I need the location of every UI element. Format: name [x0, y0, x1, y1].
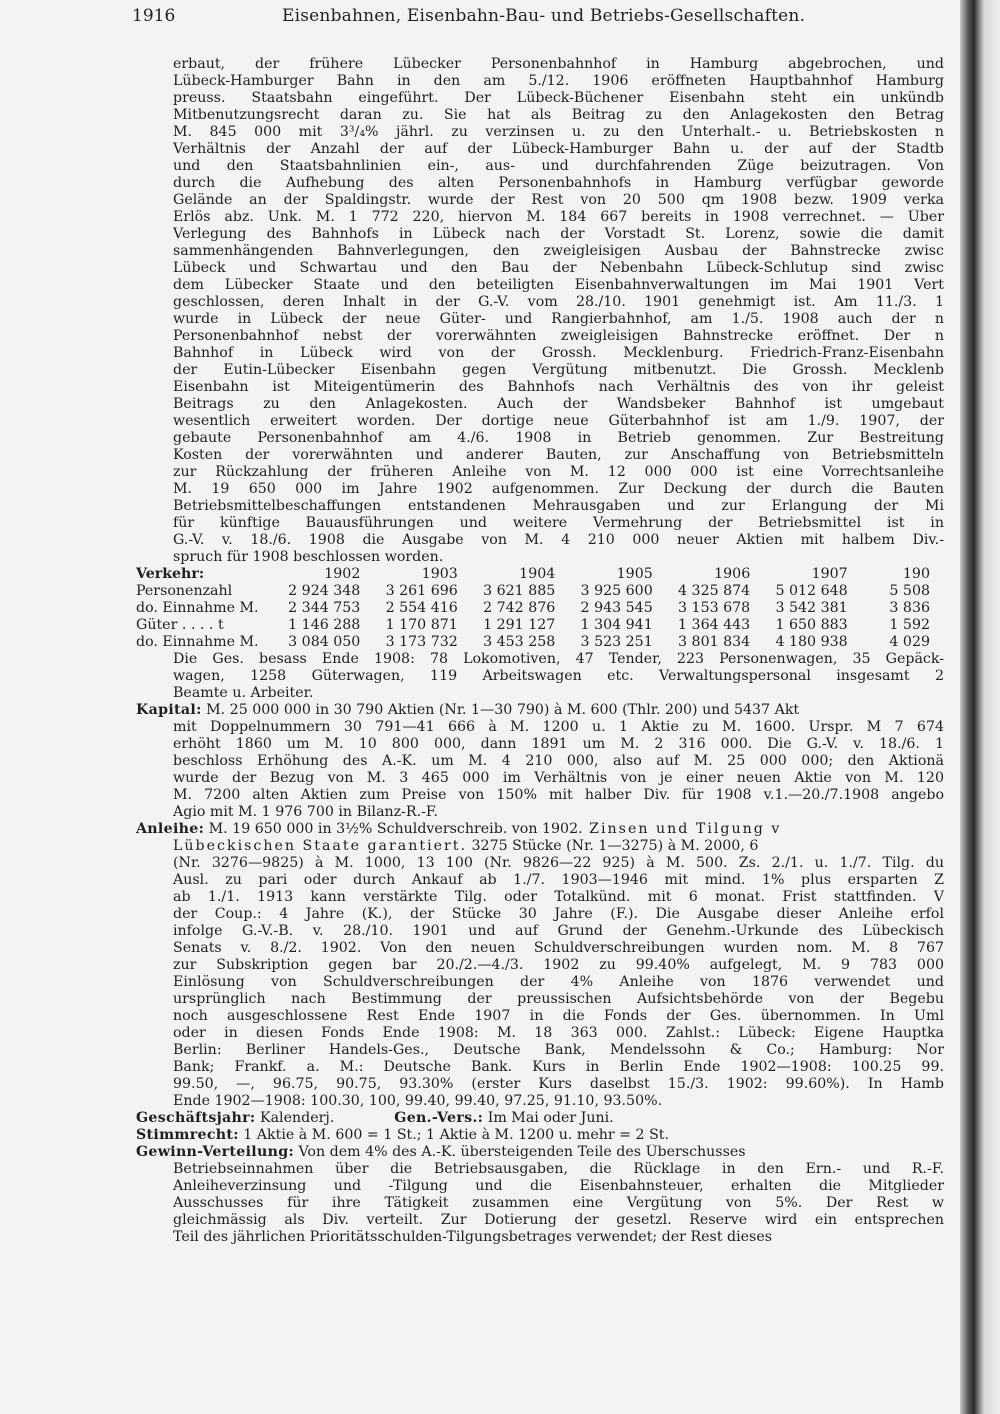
verkehr-row-label: Güter . . . . t [136, 617, 224, 633]
verkehr-cell: 1 304 941 [580, 617, 653, 633]
year-1907: 1907 [811, 566, 848, 582]
intro-line: Gelände an der Spaldingstr. wurde der Rest von 20 500 qm 1908 bezw. 1909 verka [173, 192, 944, 208]
anleihe-label: Anleihe: [136, 821, 205, 837]
intro-paragraph [136, 56, 944, 566]
geschaeftsjahr-line [136, 1110, 944, 1127]
verkehr-cell: 3 453 258 [483, 634, 556, 650]
gewinn-section [136, 1144, 944, 1246]
verkehr-header-row [136, 566, 944, 583]
intro-line: Betriebsmittelbeschaffungen entstandenen Mehrausgaben und zur Erlangung der Mi [173, 498, 944, 514]
verkehr-cell: 3 084 050 [288, 634, 361, 650]
anleihe-line: Berlin: Berliner Handels-Ges., Deutsche Bank, Mendelssohn & Co.; Hamburg: Nor [173, 1042, 944, 1058]
verkehr-label: Verkehr: [136, 566, 205, 582]
anleihe-text: M. 19 650 000 in 3½% Schuldverschreib. von 1902. [204, 821, 583, 837]
verkehr-row [136, 600, 944, 617]
anleihe-line: Einlösung von Schuldverschreibungen der 4% Anleihe von 1876 verwendet und [173, 974, 944, 990]
gewinn-line: gleichmässig als Div. verteilt. Zur Dotierung der gesetzl. Reserve wird ein entsprechen [173, 1212, 944, 1228]
kapital-line: Agio mit M. 1 976 700 in Bilanz-R.-F. [173, 804, 439, 820]
verkehr-cell: 1 364 443 [678, 617, 751, 633]
verkehr-row [136, 583, 944, 600]
verkehr-row [136, 634, 944, 651]
genvers-label: Gen.-Vers.: [394, 1110, 484, 1126]
verkehr-cell: 2 924 348 [288, 583, 361, 599]
year-1904: 1904 [519, 566, 556, 582]
verkehr-cell: 2 344 753 [288, 600, 361, 616]
stimmrecht-section [136, 1127, 944, 1144]
intro-line: geschlossen, deren Inhalt in der G.-V. vom 28./10. 1901 genehmigt ist. Am 11./3. 1 [173, 294, 944, 310]
verkehr-cell: 3 542 381 [775, 600, 848, 616]
intro-line: gebaute Personenbahnhof am 4./6. 1908 in Betrieb genommen. Zur Bestreitung [173, 430, 944, 446]
kapital-line: beschloss Erhöhung des A.-K. um M. 4 210 000, also auf M. 25 000 000; den Aktionä [173, 753, 944, 769]
intro-line: zur Rückzahlung der früheren Anleihe von M. 12 000 000 ist eine Vorrechtsanleihe [173, 464, 944, 480]
gewinn-text: Von dem 4% des A.-K. übersteigenden Teile des Überschusses [293, 1144, 746, 1160]
kapital-text: M. 25 000 000 in 30 790 Aktien (Nr. 1—30 790) à M. 600 (Thlr. 200) und 5437 Akt [201, 702, 800, 718]
verkehr-cell: 3 261 696 [385, 583, 458, 599]
anleihe-line: Ende 1902—1908: 100.30, 100, 99.40, 99.40, 97.25, 91.10, 93.50%. [173, 1093, 663, 1109]
year-1906: 1906 [714, 566, 751, 582]
verkehr-cell: 4 180 938 [775, 634, 848, 650]
intro-line: wesentlich erweitert worden. Der dortige neue Güterbahnhof ist am 1./9. 1907, der [173, 413, 944, 429]
stimmrecht-label: Stimmrecht: [136, 1127, 239, 1143]
year-1905: 1905 [616, 566, 653, 582]
kapital-line: mit Doppelnummern 30 791—41 666 à M. 1200 u. 1 Aktie zu M. 1600. Urspr. M 7 674 [173, 719, 944, 735]
verkehr-table [136, 566, 944, 651]
running-title: Eisenbahnen, Eisenbahn-Bau- und Betriebs-Gesellschaften. [282, 6, 806, 26]
rolling-stock-paragraph [136, 651, 944, 702]
intro-line: Eisenbahn ist Miteigentümerin des Bahnhofs nach Verhältnis des von ihr geleist [173, 379, 944, 395]
intro-line: M. 19 650 000 im Jahre 1902 aufgenommen. Zur Deckung der durch die Bauten [173, 481, 944, 497]
kapital-first-line [136, 702, 944, 719]
verkehr-cell: 3 801 834 [678, 634, 751, 650]
genvers-value: Im Mai oder Juni. [483, 1110, 614, 1126]
kapital-section [136, 702, 944, 821]
verkehr-row-label: do. Einnahme M. [136, 634, 259, 650]
intro-line: Kosten der vorerwähnten und anderer Bauten, zur Anschaffung von Betriebsmitteln [173, 447, 944, 463]
anleihe-line: ab 1./1. 1913 kann verstärkte Tilg. oder Totalkünd. mit 6 monat. Frist stattfinden. V [173, 889, 944, 905]
rolling-stock-line: wagen, 1258 Güterwagen, 119 Arbeitswagen etc. Verwaltungspersonal insgesamt 2 [173, 668, 944, 684]
verkehr-cell: 2 943 545 [580, 600, 653, 616]
anleihe-line: Senats v. 8./2. 1902. Von den neuen Schuldverschreibungen wurden nom. M. 8 767 [173, 940, 944, 956]
anleihe-second-line [136, 838, 944, 855]
gewinn-line: Ausschusses für ihre Tätigkeit zusammen eine Vergütung von 5%. Der Rest w [173, 1195, 944, 1211]
anleihe-section [136, 821, 944, 1110]
year-1903: 1903 [421, 566, 458, 582]
page-body [136, 56, 944, 1246]
stimmrecht-value: 1 Aktie à M. 600 = 1 St.; 1 Aktie à M. 1200 u. mehr = 2 St. [238, 1127, 670, 1143]
intro-line: preuss. Staatsbahn eingeführt. Der Lübeck-Büchener Eisenbahn steht ein unkündb [173, 90, 944, 106]
verkehr-cell: 3 925 600 [580, 583, 653, 599]
intro-line: Lübeck-Hamburger Bahn in den am 5./12. 1906 eröffneten Hauptbahnhof Hamburg [173, 73, 944, 89]
gewinn-first-line [136, 1144, 944, 1161]
anleihe-line: infolge G.-V.-B. v. 28./10. 1901 und auf Grund der Genehm.-Urkunde des Lübeckisch [173, 923, 944, 939]
verkehr-cell: 5 508 [889, 583, 930, 599]
gewinn-line: Anleiheverzinsung und -Tilgung und die Eisenbahnsteuer, erhalten die Mitglieder [173, 1178, 944, 1194]
verkehr-cell: 3 621 885 [483, 583, 556, 599]
gewinn-line: Betriebseinnahmen über die Betriebsausgaben, die Rücklage in den Ern.- und R.-F. [173, 1161, 944, 1177]
anleihe-line: Bank; Frankf. a. M.: Deutsche Bank. Kurs in Berlin Ende 1902—1908: 100.25 99. [173, 1059, 944, 1075]
intro-line: Mitbenutzungsrecht daran zu. Sie hat als Beitrag zu den Anlagekosten den Betrag [173, 107, 944, 123]
intro-line: durch die Aufhebung des alten Personenbahnhofs in Hamburg verfügbar geworde [173, 175, 944, 191]
page-number: 1916 [132, 6, 176, 26]
anleihe-line: noch ausgeschlossene Rest Ende 1907 in die Fonds der Ges. übernommen. In Uml [173, 1008, 944, 1024]
geschaeftsjahr-label: Geschäftsjahr: [136, 1110, 256, 1126]
anleihe-spaced-text: Zinsen und Tilgung v [582, 821, 782, 837]
verkehr-cell: 1 170 871 [385, 617, 458, 633]
verkehr-cell: 1 650 883 [775, 617, 848, 633]
verkehr-cell: 2 742 876 [483, 600, 556, 616]
geschaeftsjahr-value: Kalenderj. [255, 1110, 335, 1126]
verkehr-cell: 5 012 648 [775, 583, 848, 599]
intro-line: erbaut, der frühere Lübecker Personenbahnhof in Hamburg abgebrochen, und [173, 56, 944, 72]
verkehr-cell: 1 291 127 [483, 617, 556, 633]
kapital-label: Kapital: [136, 702, 202, 718]
verkehr-cell: 1 146 288 [288, 617, 361, 633]
intro-line: der Eutin-Lübecker Eisenbahn gegen Vergütung mitbenutzt. Die Grossh. Mecklenb [173, 362, 944, 378]
anleihe-first-line [136, 821, 944, 838]
verkehr-cell: 4 029 [889, 634, 930, 650]
page-header [132, 6, 952, 32]
intro-line: für künftige Bauausführungen und weitere Vermehrung der Betriebsmittel ist in [173, 515, 944, 531]
geschaeftsjahr-section [136, 1110, 944, 1127]
kapital-line: M. 7200 alten Aktien zum Preise von 150% mit halber Div. für 1908 v.1.—20./7.1908 angebo [173, 787, 944, 803]
kapital-line: erhöht 1860 um M. 10 800 000, dann 1891 um M. 2 316 000. Die G.-V. v. 18./6. 1 [173, 736, 944, 752]
intro-line: M. 845 000 mit 3³/₄% jährl. zu verzinsen u. zu den Unterhalt.- u. Betriebskosten n [173, 124, 944, 140]
intro-line: Beitrags zu den Anlagekosten. Auch der Wandsbeker Bahnhof ist umgebaut [173, 396, 944, 412]
verkehr-cell: 2 554 416 [385, 600, 458, 616]
year-1902: 1902 [324, 566, 361, 582]
verkehr-row-label: Personenzahl [136, 583, 233, 599]
anleihe-line: ursprünglich nach Bestimmung der preussischen Aufsichtsbehörde von der Begebu [173, 991, 944, 1007]
verkehr-cell: 3 836 [889, 600, 930, 616]
anleihe-line: (Nr. 3276—9825) à M. 1000, 13 100 (Nr. 9826—22 925) à M. 500. Zs. 2./1. u. 1./7. Tilg. du [173, 855, 944, 871]
verkehr-row-label: do. Einnahme M. [136, 600, 259, 616]
anleihe-line: der Coup.: 4 Jahre (K.), der Stücke 30 Jahre (F.). Die Ausgabe dieser Anleihe erfol [173, 906, 944, 922]
anleihe-line: zur Subskription gegen bar 20./2.—4./3. 1902 zu 99.40% aufgelegt, M. 9 783 000 [173, 957, 944, 973]
intro-line: Bahnhof in Lübeck wird von der Grossh. Mecklenburg. Friedrich-Franz-Eisenbahn [173, 345, 944, 361]
intro-line: Personenbahnhof nebst der vorerwähnten zweigleisigen Bahnstrecke eröffnet. Der n [173, 328, 944, 344]
verkehr-cell: 3 173 732 [385, 634, 458, 650]
verkehr-row [136, 617, 944, 634]
gewinn-line: Teil des jährlichen Prioritätsschulden-Tilgungsbetrages verwendet; der Rest dieses [173, 1229, 772, 1245]
kapital-line: wurde der Bezug von M. 3 465 000 im Verhältnis von je einer neuen Aktie von M. 120 [173, 770, 944, 786]
intro-line: und den Staatsbahnlinien ein-, aus- und durchfahrenden Züge beizutragen. Von [173, 158, 944, 174]
anleihe-line: 99.50, —, 96.75, 90.75, 93.30% (erster Kurs daselbst 15./3. 1902: 99.60%). In Hamb [173, 1076, 944, 1092]
anleihe-line: oder in diesen Fonds Ende 1908: M. 18 363 000. Zahlst.: Lübeck: Eigene Hauptka [173, 1025, 944, 1041]
anleihe-guarantee-text: Lübeckischen Staate garantiert. [173, 838, 468, 854]
gewinn-label: Gewinn-Verteilung: [136, 1144, 294, 1160]
rolling-stock-line: Beamte u. Arbeiter. [173, 685, 314, 701]
intro-line: dem Lübecker Staate und den beteiligten Eisenbahnverwaltungen im Mai 1901 Vert [173, 277, 944, 293]
rolling-stock-line: Die Ges. besass Ende 1908: 78 Lokomotiven, 47 Tender, 223 Personenwagen, 35 Gepäck- [173, 651, 944, 667]
verkehr-cell: 3 153 678 [678, 600, 751, 616]
verkehr-cell: 1 592 [889, 617, 930, 633]
intro-line: G.-V. v. 18./6. 1908 die Ausgabe von M. 4 210 000 neuer Aktien mit halbem Div.- [173, 532, 944, 548]
intro-line: Verlegung des Bahnhofs in Lübeck nach der Vorstadt St. Lorenz, sowie die damit [173, 226, 944, 242]
intro-line: sammenhängenden Bahnverlegungen, den zweigleisigen Ausbau der Bahnstrecke zwisc [173, 243, 944, 259]
anleihe-pieces-text: 3275 Stücke (Nr. 1—3275) à M. 2000, 6 [467, 838, 759, 854]
year-1908: 190 [902, 566, 930, 582]
verkehr-cell: 3 523 251 [580, 634, 653, 650]
intro-line: Lübeck und Schwartau und den Bau der Nebenbahn Lübeck-Schlutup sind zwisc [173, 260, 944, 276]
intro-line: Erlös abz. Unk. M. 1 772 220, hiervon M. 184 667 bereits in 1908 verrechnet. — Über [173, 209, 944, 225]
stimmrecht-line [136, 1127, 944, 1144]
anleihe-line: Ausl. zu pari oder durch Ankauf ab 1./7. 1903—1946 mit mind. 1% plus ersparten Z [173, 872, 944, 888]
intro-line: spruch für 1908 beschlossen worden. [173, 549, 444, 565]
verkehr-cell: 4 325 874 [678, 583, 751, 599]
binding-edge [960, 0, 1000, 1414]
intro-line: wurde in Lübeck der neue Güter- und Rangierbahnhof, am 1./5. 1908 auch der n [173, 311, 944, 327]
intro-line: Verhältnis der Anzahl der auf der Lübeck-Hamburger Bahn u. der auf der Stadtb [173, 141, 944, 157]
